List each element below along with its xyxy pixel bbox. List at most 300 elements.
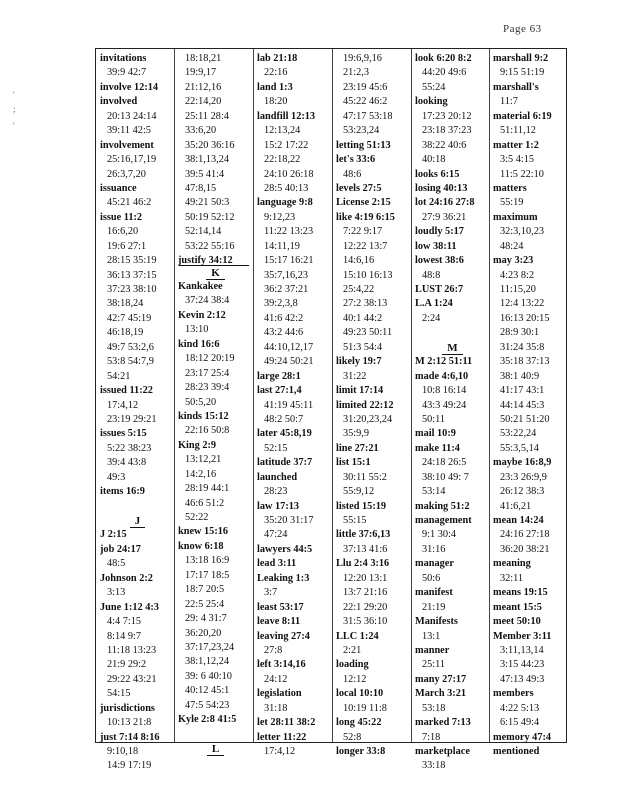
index-subentry: 15:17 16:21 [264, 255, 314, 267]
index-subentry: 42:7 45:19 [107, 312, 152, 324]
index-subentry: 25:16,17,19 [107, 154, 157, 166]
index-subentry: 11:22 13:23 [264, 226, 314, 238]
index-subentry: 37:13 41:6 [343, 543, 388, 555]
index-subentry: 28:23 [264, 486, 288, 498]
index-entry: limit 17:14 [336, 385, 384, 397]
index-entry: License 2:15 [336, 197, 391, 209]
index-entry: mail 10:9 [415, 428, 456, 440]
index-entry: L.A 1:24 [415, 298, 453, 310]
index-subentry: 39:4 43:8 [107, 457, 147, 469]
index-subentry: 53:22 55:16 [185, 240, 235, 252]
index-subentry: 54:15 [107, 688, 131, 700]
index-table [95, 48, 567, 772]
index-entry: law 17:13 [257, 500, 300, 512]
index-subentry: 37:17,23,24 [185, 641, 235, 653]
index-subentry: 3:15 44:23 [500, 659, 545, 671]
index-entry: June 1:12 4:3 [100, 601, 159, 613]
index-entry: know 6:18 [178, 540, 224, 552]
index-entry: LUST 26:7 [415, 284, 464, 295]
index-entry: issuance [100, 182, 137, 194]
index-subentry: 23:19 29:21 [107, 413, 157, 425]
index-subentry: 21:19 [422, 601, 446, 613]
index-subentry: 19:9,17 [185, 67, 217, 79]
index-subentry: 16:6,20 [107, 226, 139, 238]
index-subentry: 55:19 [500, 197, 524, 209]
index-subentry: 36:20,20 [185, 627, 222, 639]
index-subentry: 54:21 [107, 370, 131, 382]
index-subentry: 38:1 40:9 [500, 370, 540, 382]
index-subentry: 33:6,20 [185, 125, 217, 137]
index-subentry: 55:3,5,14 [500, 442, 539, 454]
letter-heading-text: J [130, 515, 146, 528]
index-subentry: 3:5 4:15 [500, 154, 535, 166]
index-entry: manifest [415, 587, 453, 599]
index-entry: kinds 15:12 [178, 410, 229, 422]
index-entry: management [415, 515, 472, 526]
index-entry: looking [415, 96, 448, 108]
index-subentry: 49:23 50:11 [343, 327, 393, 339]
index-subentry: 31:5 36:10 [343, 616, 388, 628]
index-entry: like 4:19 6:15 [336, 211, 395, 223]
index-subentry: 3:7 [264, 587, 278, 599]
index-subentry: 53:14 [422, 486, 446, 498]
index-entry: likely 19:7 [336, 356, 382, 368]
index-entry: land 1:3 [257, 81, 293, 93]
index-subentry: 18:12 20:19 [185, 353, 235, 365]
index-entry: knew 15:16 [178, 526, 229, 538]
index-subentry: 50:19 52:12 [185, 211, 235, 223]
index-subentry: 39:9 42:7 [107, 67, 147, 79]
index-subentry: 26:3,7,20 [107, 168, 146, 180]
index-entry: matter 1:2 [493, 139, 539, 151]
index-subentry: 31:24 35:8 [500, 341, 545, 353]
index-subentry: 48:24 [500, 240, 524, 252]
index-subentry: 44:20 49:6 [422, 67, 467, 79]
index-subentry: 39: 6 40:10 [185, 670, 232, 682]
index-subentry: 20:13 24:14 [107, 110, 157, 122]
index-subentry: 11:7 [500, 96, 518, 108]
index-subentry: 12:20 13:1 [343, 572, 388, 584]
index-subentry: 47:5 54:23 [185, 699, 230, 711]
index-subentry: 3:13 [107, 587, 126, 599]
index-subentry: 52:8 [343, 731, 362, 743]
index-subentry: 22:16 [264, 67, 288, 79]
index-subentry: 14:6,16 [343, 255, 375, 267]
index-entry: lead 3:11 [257, 558, 297, 570]
index-entry: invitations [100, 53, 147, 64]
index-subentry: 41:6 42:2 [264, 312, 304, 324]
index-subentry: 13:18 16:9 [185, 555, 230, 567]
index-subentry: 19:6 27:1 [107, 240, 147, 252]
index-entry: lowest 38:6 [415, 255, 464, 267]
index-entry: letting 51:13 [336, 139, 391, 151]
index-subentry: 50:21 51:20 [500, 413, 550, 425]
index-subentry: 12:4 13:22 [500, 298, 545, 310]
index-subentry: 22:16 50:8 [185, 425, 230, 437]
index-entry: list 15:1 [336, 457, 371, 469]
index-subentry: 37:24 38:4 [185, 295, 230, 307]
index-column-6 [492, 52, 569, 759]
index-subentry: 10:8 16:14 [422, 385, 467, 397]
index-subentry: 10:19 11:8 [343, 702, 387, 714]
index-entry: listed 15:19 [336, 500, 387, 512]
index-subentry: 35:18 37:13 [500, 356, 550, 368]
blank-line [99, 500, 176, 514]
index-entry: many 27:17 [415, 673, 467, 685]
index-subentry: 15:10 16:13 [343, 269, 393, 281]
index-subentry: 25:4,22 [343, 284, 375, 295]
index-entry: issue 11:2 [100, 211, 143, 223]
index-subentry: 23:18 37:23 [422, 125, 472, 137]
index-subentry: 53:22,24 [500, 428, 537, 440]
index-entry: maximum [493, 211, 538, 223]
index-subentry: 11:18 13:23 [107, 644, 157, 656]
index-entry: memory 47:4 [493, 731, 552, 743]
index-entry: justify 34:12 [178, 255, 233, 267]
index-subentry: 17:4,12 [264, 746, 296, 757]
index-entry: lawyers 44:5 [257, 543, 313, 555]
index-entry: King 2:9 [178, 439, 217, 451]
index-subentry: 40:1 44:2 [343, 312, 383, 324]
index-column-3 [256, 52, 333, 759]
index-subentry: 6:15 49:4 [500, 717, 540, 729]
index-entry: meaning [493, 558, 531, 570]
index-entry: matters [493, 182, 527, 194]
index-subentry: 18:18,21 [185, 53, 222, 64]
index-subentry: 3:11,13,14 [500, 644, 544, 656]
index-entry: kind 16:6 [178, 338, 220, 350]
index-subentry: 19:6,9,16 [343, 53, 382, 64]
index-entry: make 11:4 [415, 442, 460, 454]
index-entry: leaving 27:4 [257, 630, 310, 642]
index-entry: marketplace [415, 746, 470, 757]
index-subentry: 4:4 7:15 [107, 616, 142, 628]
margin-mark: ' [13, 121, 15, 131]
index-subentry: 28:5 40:13 [264, 182, 309, 194]
index-subentry: 38:18,24 [107, 298, 144, 310]
margin-mark: ' [13, 90, 15, 100]
index-subentry: 37:23 38:10 [107, 284, 157, 295]
index-subentry: 22:1 29:20 [343, 601, 388, 613]
page-number: Page 63 [503, 23, 542, 35]
index-subentry: 32:11 [500, 572, 524, 584]
index-subentry: 39:2,3,8 [264, 298, 298, 310]
index-subentry: 23:19 45:6 [343, 81, 388, 93]
index-entry: M 2:12 51:11 [415, 356, 473, 368]
index-subentry: 38:1,13,24 [185, 154, 230, 166]
index-subentry: 9:12,23 [264, 211, 296, 223]
index-subentry: 49:7 53:2,6 [107, 341, 154, 353]
index-subentry: 47:24 [264, 529, 288, 541]
index-entry: losing 40:13 [415, 182, 468, 194]
index-subentry: 49:24 50:21 [264, 356, 314, 368]
index-subentry: 41:19 45:11 [264, 399, 314, 411]
index-subentry: 41:6,21 [500, 500, 532, 512]
index-subentry: 29: 4 31:7 [185, 613, 227, 625]
index-subentry: 17:4,12 [107, 399, 139, 411]
index-subentry: 31:18 [264, 702, 288, 714]
index-entry: levels 27:5 [336, 182, 382, 194]
index-subentry: 13:10 [185, 324, 209, 336]
index-subentry: 8:14 9:7 [107, 630, 142, 642]
index-subentry: 4:22 5:13 [500, 702, 540, 714]
index-entry: material 6:19 [493, 110, 552, 122]
index-subentry: 9:1 30:4 [422, 529, 457, 541]
index-subentry: 43:3 49:24 [422, 399, 467, 411]
index-entry: launched [257, 471, 298, 483]
index-subentry: 25:11 [422, 659, 446, 671]
index-entry: little 37:6,13 [336, 529, 391, 541]
index-subentry: 52:14,14 [185, 226, 222, 238]
index-entry: landfill 12:13 [257, 110, 316, 122]
index-subentry: 28:15 35:19 [107, 255, 157, 267]
index-entry: legislation [257, 688, 302, 700]
index-subentry: 23:17 25:4 [185, 367, 230, 379]
index-subentry: 36:2 37:21 [264, 284, 309, 295]
index-subentry: 12:13,24 [264, 125, 301, 137]
index-entry: Member 3:11 [493, 630, 552, 642]
index-entry: marked 7:13 [415, 717, 471, 729]
index-entry: manner [415, 644, 450, 656]
index-subentry: 47:13 49:3 [500, 673, 545, 685]
index-entry: loudly 5:17 [415, 226, 464, 238]
index-entry: left 3:14,16 [257, 659, 306, 671]
index-subentry: 52:22 [185, 512, 209, 523]
index-subentry: 26:12 38:3 [500, 486, 545, 498]
index-subentry: 55:15 [343, 515, 367, 526]
index-entry: longer 33:8 [336, 746, 386, 757]
index-entry: J 2:15 [100, 529, 127, 541]
index-entry: means 19:15 [493, 587, 548, 599]
margin-mark: ; [13, 104, 16, 114]
index-subentry: 27:2 38:13 [343, 298, 388, 310]
index-entry: marshall's [493, 81, 539, 93]
index-entry: meant 15:5 [493, 601, 542, 613]
index-subentry: 24:12 [264, 673, 288, 685]
index-entry: latitude 37:7 [257, 457, 313, 469]
index-entry: later 45:8,19 [257, 428, 312, 440]
index-subentry: 50:11 [422, 413, 446, 425]
index-entry: involved [100, 96, 138, 108]
index-subentry: 31:16 [422, 543, 446, 555]
index-entry: Kyle 2:8 41:5 [178, 714, 237, 726]
index-subentry: 39:11 42:5 [107, 125, 151, 137]
index-entry: issued 11:22 [100, 385, 153, 397]
index-subentry: 35:20 36:16 [185, 139, 235, 151]
index-subentry: 45:21 46:2 [107, 197, 152, 209]
index-subentry: 24:16 27:18 [500, 529, 550, 541]
index-subentry: 13:12,21 [185, 454, 222, 466]
index-subentry: 33:18 [422, 760, 446, 772]
index-subentry: 36:20 38:21 [500, 543, 550, 555]
index-entry: mean 14:24 [493, 515, 544, 526]
index-subentry: 7:22 9:17 [343, 226, 383, 238]
index-entry: let 28:11 38:2 [257, 717, 316, 729]
index-subentry: 55:24 [422, 81, 446, 93]
index-subentry: 28:23 39:4 [185, 382, 230, 394]
index-column-5 [414, 52, 491, 774]
index-entry: issues 5:15 [100, 428, 147, 440]
index-subentry: 14:9 17:19 [107, 760, 152, 772]
index-entry: mentioned [493, 746, 540, 757]
index-subentry: 44:14 45:3 [500, 399, 545, 411]
index-subentry: 22:5 25:4 [185, 598, 225, 610]
index-entry: LLC 1:24 [336, 630, 379, 642]
index-entry: involvement [100, 139, 154, 151]
index-subentry: 9:10,18 [107, 746, 139, 757]
letter-heading [177, 742, 254, 756]
index-subentry: 40:12 45:1 [185, 685, 230, 697]
letter-heading-text: M [442, 342, 462, 355]
index-subentry: 51:3 54:4 [343, 341, 383, 353]
index-subentry: 52:15 [264, 442, 288, 454]
index-subentry: 35:20 31:17 [264, 515, 314, 526]
index-entry: look 6:20 8:2 [415, 53, 472, 64]
index-subentry: 51:11,12 [500, 125, 536, 137]
index-subentry: 45:22 46:2 [343, 96, 388, 108]
index-subentry: 48:2 50:7 [264, 413, 304, 425]
index-column-1 [99, 52, 176, 774]
index-entry: last 27:1,4 [257, 385, 302, 397]
index-subentry: 27:9 36:21 [422, 211, 467, 223]
letter-heading [414, 341, 491, 355]
index-subentry: 25:11 28:4 [185, 110, 229, 122]
index-entry: large 28:1 [257, 370, 301, 382]
index-entry: making 51:2 [415, 500, 470, 512]
index-subentry: 17:23 20:12 [422, 110, 472, 122]
index-subentry: 31:20,23,24 [343, 413, 393, 425]
index-subentry: 24:10 26:18 [264, 168, 314, 180]
index-subentry: 30:11 55:2 [343, 471, 387, 483]
index-subentry: 41:17 43:1 [500, 385, 545, 397]
index-subentry: 53:23,24 [343, 125, 380, 137]
letter-heading [99, 514, 176, 528]
index-subentry: 50:5,20 [185, 396, 217, 408]
index-subentry: 22:18,22 [264, 154, 301, 166]
index-subentry: 23:3 26:9,9 [500, 471, 547, 483]
index-subentry: 27:8 [264, 644, 283, 656]
index-subentry: 9:15 51:19 [500, 67, 545, 79]
index-subentry: 38:1,12,24 [185, 656, 230, 668]
index-subentry: 18:7 20:5 [185, 584, 225, 596]
letter-heading-text: K [206, 267, 225, 280]
index-subentry: 24:18 26:5 [422, 457, 467, 469]
index-entry: least 53:17 [257, 601, 304, 613]
index-subentry: 11:5 22:10 [500, 168, 544, 180]
index-entry: letter 11:22 [257, 731, 307, 743]
index-subentry: 12:12 [343, 673, 367, 685]
index-subentry: 7:18 [422, 731, 441, 743]
index-subentry: 46:18,19 [107, 327, 144, 339]
index-subentry: 13:7 21:16 [343, 587, 388, 599]
index-subentry: 50:6 [422, 572, 441, 584]
index-entry: may 3:23 [493, 255, 534, 267]
index-subentry: 17:17 18:5 [185, 569, 230, 581]
index-subentry: 36:13 37:15 [107, 269, 157, 281]
index-subentry: 38:22 40:6 [422, 139, 467, 151]
index-subentry: 29:22 43:21 [107, 673, 157, 685]
index-entry: job 24:17 [100, 543, 141, 555]
index-subentry: 12:22 13:7 [343, 240, 388, 252]
index-subentry: 53:18 [422, 702, 446, 714]
index-subentry: 40:18 [422, 154, 446, 166]
index-entry: leave 8:11 [257, 616, 301, 628]
index-entry: lab 21:18 [257, 53, 298, 64]
index-subentry: 2:24 [422, 312, 441, 324]
index-entry: maybe 16:8,9 [493, 457, 552, 469]
index-entry: just 7:14 8:16 [100, 731, 160, 743]
index-entry: limited 22:12 [336, 399, 394, 411]
index-subentry: 35:9,9 [343, 428, 370, 440]
index-subentry: 49:3 [107, 471, 126, 483]
index-entry: marshall 9:2 [493, 53, 549, 64]
index-entry: manager [415, 558, 454, 570]
index-subentry: 21:9 29:2 [107, 659, 147, 671]
index-subentry: 48:5 [107, 558, 126, 570]
index-entry: looks 6:15 [415, 168, 460, 180]
index-entry: Kevin 2:12 [178, 309, 226, 321]
index-entry: members [493, 688, 534, 700]
index-subentry: 21:12,16 [185, 81, 222, 93]
index-subentry: 28:19 44:1 [185, 483, 230, 495]
index-entry: low 38:11 [415, 240, 457, 252]
index-subentry: 47:8,15 [185, 182, 217, 194]
index-subentry: 4:23 8:2 [500, 269, 535, 281]
index-entry: language 9:8 [257, 197, 313, 209]
index-entry: Manifests [415, 616, 458, 628]
index-entry: Kankakee [178, 281, 223, 292]
index-subentry: 21:2,3 [343, 67, 370, 79]
index-subentry: 53:8 54:7,9 [107, 356, 154, 368]
index-entry: lot 24:16 27:8 [415, 197, 475, 209]
index-entry: line 27:21 [336, 442, 379, 454]
index-subentry: 31:22 [343, 370, 367, 382]
index-subentry: 43:2 44:6 [264, 327, 304, 339]
index-subentry: 28:9 30:1 [500, 327, 540, 339]
index-column-4 [335, 52, 412, 759]
index-entry: let's 33:6 [336, 154, 376, 166]
index-entry: local 10:10 [336, 688, 384, 700]
index-entry: Johnson 2:2 [100, 572, 153, 584]
index-subentry: 47:17 53:18 [343, 110, 393, 122]
index-subentry: 5:22 38:23 [107, 442, 152, 454]
index-subentry: 46:6 51:2 [185, 497, 225, 509]
index-subentry: 38:10 49: 7 [422, 471, 469, 483]
index-subentry: 16:13 20:15 [500, 312, 550, 324]
index-subentry: 10:13 21:8 [107, 717, 152, 729]
index-subentry: 22:14,20 [185, 96, 222, 108]
index-column-2 [177, 52, 254, 756]
index-entry: items 16:9 [100, 486, 145, 498]
index-subentry: 35:7,16,23 [264, 269, 309, 281]
index-entry: Leaking 1:3 [257, 572, 310, 584]
index-entry: meet 50:10 [493, 616, 541, 628]
index-subentry: 14:2,16 [185, 468, 217, 480]
index-subentry: 13:1 [422, 630, 441, 642]
index-subentry: 11:15,20 [500, 284, 536, 295]
index-entry: made 4:6,10 [415, 370, 469, 382]
index-subentry: 32:3,10,23 [500, 226, 545, 238]
index-subentry: 15:2 17:22 [264, 139, 309, 151]
index-entry: March 3:21 [415, 688, 466, 700]
index-subentry: 48:8 [422, 269, 441, 281]
index-subentry: 2:21 [343, 644, 362, 656]
index-subentry: 49:21 50:3 [185, 197, 230, 209]
index-entry: jurisdictions [100, 702, 155, 714]
blank-line [177, 728, 254, 742]
index-subentry: 44:10,12,17 [264, 341, 314, 353]
index-entry: Llu 2:4 3:16 [336, 558, 390, 570]
